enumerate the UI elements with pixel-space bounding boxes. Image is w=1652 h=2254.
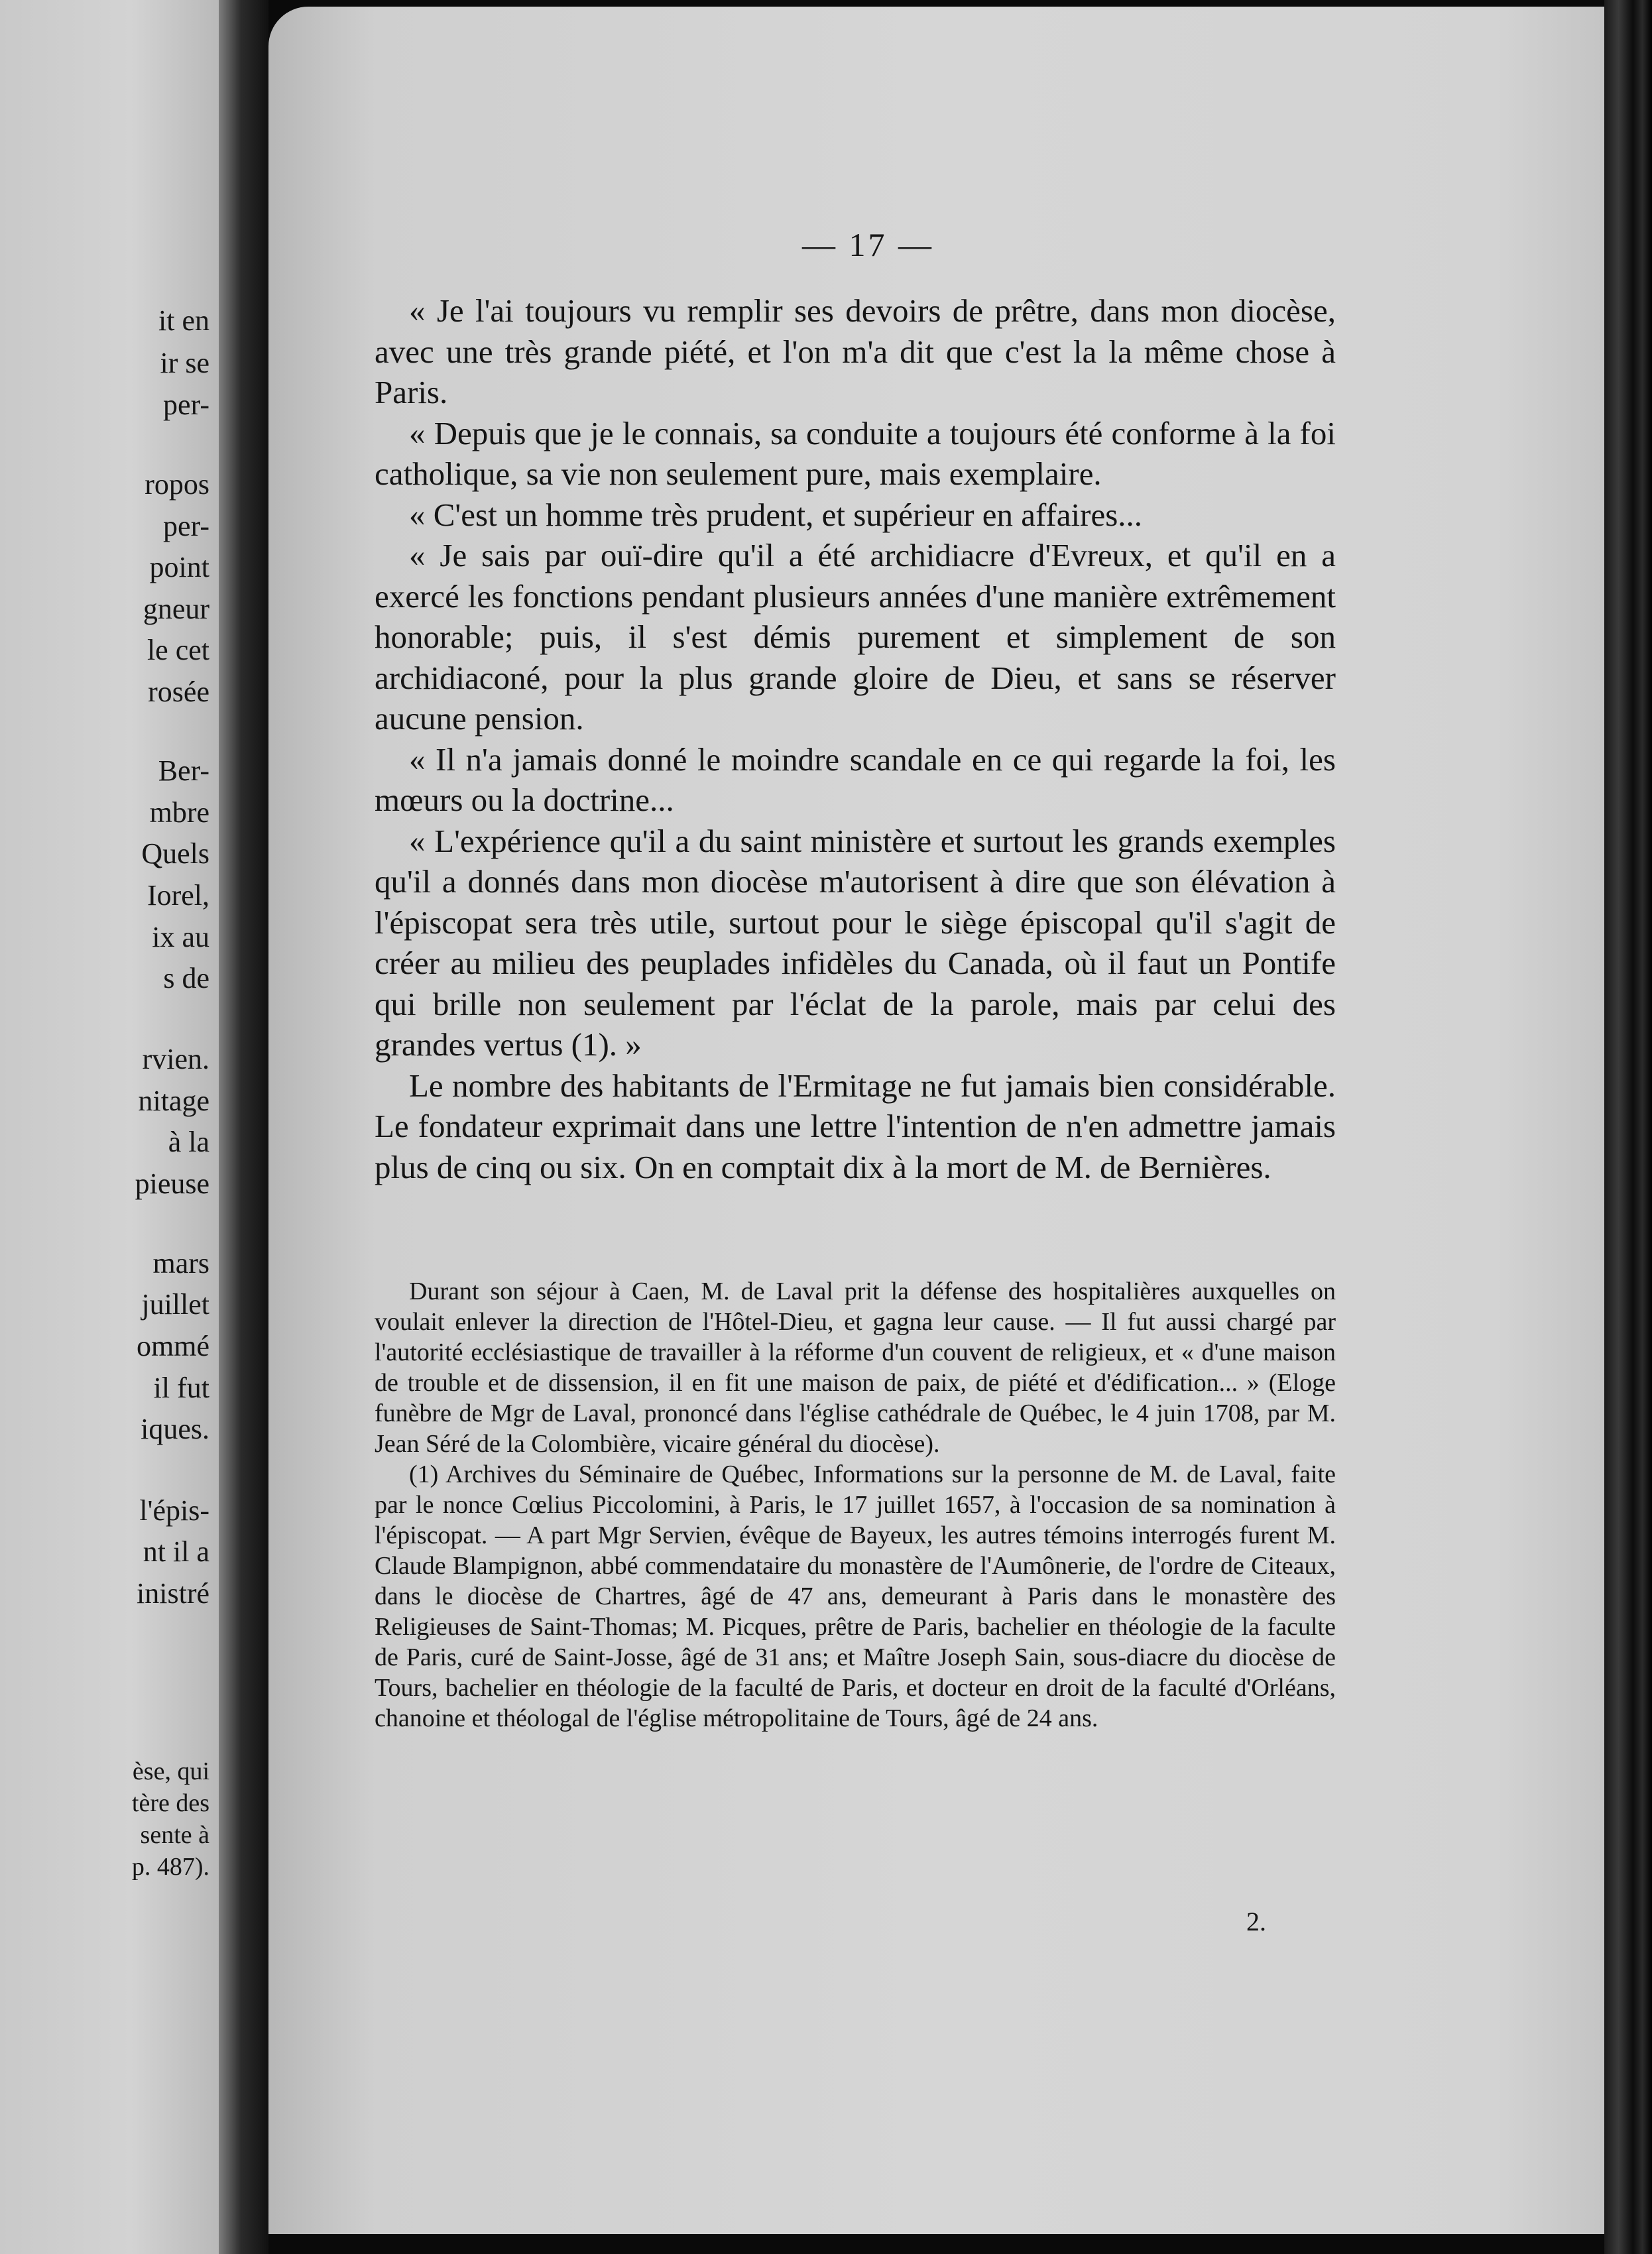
left-page-line: inistré: [137, 1577, 209, 1610]
left-page-line: ommé: [137, 1330, 209, 1362]
left-page-line: mbre: [149, 796, 209, 829]
left-page-line: Ber-: [158, 754, 209, 787]
footnote-paragraph: (1) Archives du Séminaire de Québec, Informations sur la personne de M. de Laval, faite par le nonce Cœlius Piccolomini, à Paris, le 17 juillet 1657, à l'occasion de sa nomination à l'épiscopat. — A part Mgr Servien, évêque de Bayeux, les autres témoins interrogés furent M. Claude Blampignon, abbé commendataire du monastère de l'Aumônerie, de l'ordre de Citeaux, dans le diocèse de Chartres, âgé de 47 ans, demeurant à Paris dans le monastère des Religieuses de Saint-Thomas; M. Picques, prêtre de Paris, bachelier en théologie de la faculte de Paris, curé de Saint-Josse, âgé de 31 ans; et Maître Joseph Sain, sous-diacre du diocèse de Tours, bachelier en théologie de la faculté de Paris, et docteur en droit de la faculté d'Orléans, chanoine et théologal de l'église métropolitaine de Tours, âgé de 24 ans.: [375, 1460, 1336, 1732]
left-page-note-line: p. 487).: [131, 1853, 209, 1881]
left-page-line: it en: [158, 304, 209, 337]
left-page-line: à la: [168, 1126, 209, 1158]
left-page-line: per-: [163, 510, 209, 542]
left-page-line: nt il a: [143, 1535, 209, 1568]
left-page-line: per-: [163, 388, 209, 421]
body-paragraph: « Je sais par ouï-dire qu'il a été archidiacre d'Evreux, et qu'il en a exercé les fonctions pendant plusieurs années d'une manière extrêmement honorable; puis, il s'est démis purement et simplement de son archidiaconé, pour la plus grande gloire de Dieu, et sans se réserver aucune pension.: [375, 537, 1336, 737]
left-page-line: pieuse: [135, 1167, 209, 1200]
book-gutter: [219, 0, 268, 2254]
left-page-note-line: tère des: [131, 1789, 209, 1817]
body-paragraph: Le nombre des habitants de l'Ermitage ne fut jamais bien considérable. Le fondateur exprimait dans une lettre l'intention de n'en admettre jamais plus de cinq ou six. On en comptait dix à la mort de M. de Bernières.: [375, 1067, 1336, 1185]
left-page-note-line: èse, qui: [132, 1757, 209, 1785]
left-page-line: Quels: [141, 837, 209, 870]
left-page-line: s de: [163, 962, 209, 994]
left-page-note-line: sente à: [140, 1821, 209, 1849]
left-page-line: point: [149, 551, 209, 583]
left-page-line: mars: [152, 1247, 209, 1279]
body-paragraph: « L'expérience qu'il a du saint ministère et surtout les grands exemples qu'il a donnés dans mon diocèse m'autorisent à dire que son élévation à l'épiscopat sera très utile, surtout pour le siège épiscopal qu'il s'agit de créer au milieu des peuplades infidèles du Canada, où il faut un Pontife qui brille non seulement par l'éclat de la parole, mais par celui des grandes vertus (1). »: [375, 822, 1336, 1063]
body-text: [375, 290, 1336, 1187]
left-page-line: rosée: [148, 676, 209, 708]
left-page-line: ir se: [160, 347, 209, 379]
left-page-line: le cet: [147, 634, 209, 666]
body-paragraph: « Depuis que je le connais, sa conduite a toujours été conforme à la foi catholique, sa vie non seulement pure, mais exemplaire.: [375, 414, 1336, 492]
page-edge: [1604, 0, 1652, 2254]
left-page-line: gneur: [143, 593, 209, 625]
footnotes: [375, 1276, 1336, 1734]
body-paragraph: « C'est un homme très prudent, et supérieur en affaires...: [409, 496, 1143, 533]
left-page-line: ropos: [145, 468, 209, 501]
left-page-line: Iorel,: [147, 879, 209, 912]
footnote-paragraph: Durant son séjour à Caen, M. de Laval prit la défense des hospitalières auxquelles on voulait enlever la direction de l'Hôtel-Dieu, et gagna leur cause. — Il fut aussi chargé par l'autorité ecclésiastique de travailler à la réforme d'un couvent de religieux, et « d'une maison de trouble et de dissension, il en fit une maison de paix, de piété et d'édification... » (Eloge funèbre de Mgr de Laval, prononcé dans l'église cathédrale de Québec, le 4 juin 1708, par M. Jean Séré de la Colombière, vicaire général du diocèse).: [375, 1277, 1336, 1458]
left-page-line: nitage: [138, 1085, 209, 1117]
left-page-line: ix au: [152, 921, 209, 953]
left-page-line: iques.: [141, 1413, 209, 1445]
page-number: — 17 —: [802, 226, 934, 263]
left-facing-page: [0, 0, 219, 2254]
signature-mark: 2.: [1246, 1907, 1266, 1936]
left-page-line: rvien.: [142, 1043, 209, 1075]
body-paragraph: « Il n'a jamais donné le moindre scandale en ce qui regarde la foi, les mœurs ou la doctrine...: [375, 741, 1336, 818]
left-page-line: l'épis-: [139, 1494, 209, 1527]
left-page-line: il fut: [153, 1372, 209, 1404]
left-page-line: juillet: [141, 1288, 209, 1321]
body-paragraph: « Je l'ai toujours vu remplir ses devoirs de prêtre, dans mon diocèse, avec une très grande piété, et l'on m'a dit que c'est la la même chose à Paris.: [375, 292, 1336, 410]
